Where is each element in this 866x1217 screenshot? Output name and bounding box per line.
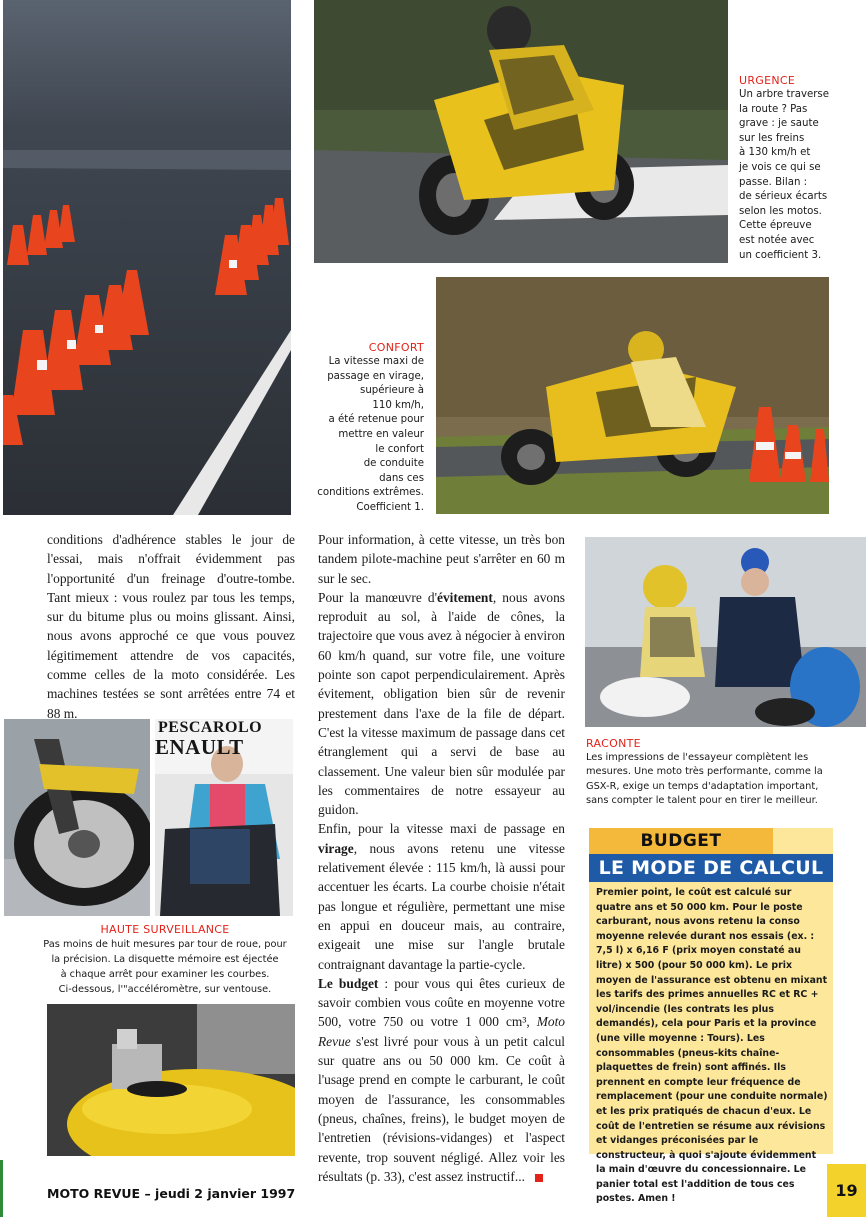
caption-line: la précision. La disquette mémoire est éjectée (51, 954, 279, 965)
caption-line: à chaque arrêt pour examiner les courbes. (60, 969, 270, 980)
keyword-virage: virage (318, 840, 354, 856)
caption-urgence (739, 73, 866, 263)
caption-line: supérieure à (360, 385, 424, 397)
caption-line: à 130 km/h et (739, 147, 811, 159)
photo-braking-motorcycle (314, 0, 728, 263)
budget-text: Premier point, le coût est calculé sur quatre ans et 50 000 km. Pour le poste carburant, nous avons retenu la conso moyenne relevée durant nos essais (ex. : 7,5 l) x 6,16 F (prix moyen constaté au litre) x 500 (pour 50 000 km). Le prix moyen de l'assurance est obtenu en mixant les tarifs des primes annuelles RC et RC + vol/incendie (les contrats les plus demandés), cela pour Paris et la province (une ville moyenne : Tours). Les consommables (pneus-kits chaîne-plaquettes de frein) sont affinés. Ils prennent en compte leur fréquence de remplacement (pour une conduite normale) et les prix pratiqués de chacun d'eux. Le coût de l'entretien se résume aux révisions et vidanges préconisées par le constructeur, à quoi s'ajoute évidemment la main d'œuvre du concessionnaire. Le panier total est l'addition de tous ces postes. Amen ! (596, 887, 828, 1205)
text-run: , nous avons retenu une vitesse relativement élevée : 115 km/h, là aussi pour accentuer les écarts. La courbe choisie n'était pas longue et régulière, permettant une mise en appui en douceur mais, au contraire, exigeait une mise sur l'angle brutale contraignant davantage la partie-cycle. (318, 840, 565, 972)
text-run: Enfin, pour la vitesse maxi de passage en (318, 821, 565, 837)
caption-line: de sérieux écarts (739, 191, 828, 203)
budget-subtitle: LE MODE DE CALCUL (589, 854, 833, 882)
caption-line: conditions extrêmes. (317, 487, 424, 499)
sign-line-1: PESCAROLO (158, 719, 263, 736)
keyword-budget: Le budget (318, 975, 379, 991)
caption-confort (296, 340, 424, 516)
caption-line: 110 km/h, (372, 399, 424, 411)
caption-line: sans compter le talent pour en tirer le meilleur. (586, 795, 818, 807)
caption-line: Pas moins de huit mesures par tour de roue, pour (43, 939, 287, 950)
caption-line: GSX-R, exige un temps d'adaptation important, (586, 780, 819, 792)
keyword-evitement: évitement (437, 589, 493, 605)
caption-line: de conduite (363, 458, 424, 470)
caption-line: est notée avec (739, 234, 815, 246)
article-paragraph (318, 819, 565, 973)
budget-label: BUDGET (589, 828, 773, 854)
text-run: s'est livré pour vous à un petit calcul sur quatre ans ou 50 000 km. Ce coût à l'usage prend en compte le carburant, le coût moyen de l'assurance, les consommables (pneus, chaînes, freins), le budget moyen de l'entretien (révisions-vidanges) et l'aspect revente, trop souvent négligé. Allez voir les résultats (p. 33), c'est assez instructif... (318, 1033, 565, 1184)
sign-text (155, 719, 293, 758)
article-column-1 (47, 530, 295, 723)
article-paragraph (318, 588, 565, 820)
caption-haute-title: HAUTE SURVEILLANCE (100, 923, 230, 936)
photo-front-wheel-sensor (4, 719, 150, 916)
caption-line: a été retenue pour (328, 414, 424, 426)
caption-line: passe. Bilan : (739, 176, 808, 188)
caption-line: Cette épreuve (739, 220, 812, 232)
article-column-2 (318, 530, 565, 1186)
caption-line: je vois ce qui se (739, 161, 821, 173)
text-run: : pour vous qui êtes curieux de savoir combien vous coûte en moyenne votre 500, votre 750 ou votre 1 000 cm³, (318, 975, 565, 1030)
photo-rider-interview (585, 537, 866, 727)
caption-line: sur les freins (739, 132, 805, 144)
photo-accelerometer-tank (47, 1004, 295, 1156)
caption-confort-title: CONFORT (368, 341, 424, 354)
text-run: , nous avons reproduit au sol, à l'aide de cônes, la trajectoire que vous avez à négocier à environ 60 km/h quand, sur votre file, une voiture pointe son capot perpendiculairement. Après évitement, obligation bien sûr de revenir prestement dans l'axe de la file de départ. C'est la vitesse maximum de passage dans cet étranglement qui a servi de base au classement. Une valeur bien sûr modulée par les commentaires de notre essayeur au guidon. (318, 589, 565, 818)
caption-haute-surveillance (20, 922, 310, 997)
caption-line: Coefficient 1. (356, 501, 424, 513)
caption-line: selon les motos. (739, 205, 822, 217)
caption-line: un coefficient 3. (739, 249, 822, 261)
caption-line: la route ? Pas (739, 103, 808, 115)
magazine-name: Moto Revue (318, 1014, 565, 1049)
sign-line-2: ENAULT (155, 735, 244, 759)
caption-urgence-title: URGENCE (739, 74, 796, 87)
article-paragraph (318, 974, 565, 1186)
article-paragraph: conditions d'adhérence stables le jour de l'essai, mais n'offrait évidemment pas l'opportunité d'un freinage d'outre-tombe. Tant mieux : vous roulez par tous les temps, sur du bitume plus ou moins glissant. Ainsi, nous avons approché ce que vous pouvez légitimement attendre de vos capacités, comme celles de la moto considérée. Les machines testées se sont arrêtées entre 74 et 88 m. (47, 532, 295, 721)
left-rule (0, 1160, 3, 1217)
photo-cornering-motorcycle (436, 277, 829, 514)
article-paragraph: Pour information, à cette vitesse, un très bon tandem pilote-machine peut s'arrêter en 60 m sur le sec. (318, 532, 565, 586)
caption-line: Un arbre traverse (739, 89, 830, 100)
caption-line: La vitesse maxi de (328, 356, 424, 367)
end-mark (535, 1174, 543, 1182)
caption-line: Ci-dessous, l'"accéléromètre, sur ventouse. (58, 984, 272, 995)
caption-line: dans ces (379, 472, 424, 484)
caption-raconte (586, 736, 866, 809)
caption-line: grave : je saute (739, 118, 819, 130)
caption-raconte-title: RACONTE (586, 737, 641, 750)
photo-tester-data-logger (155, 719, 293, 916)
caption-line: le confort (375, 443, 424, 455)
page-number: 19 (827, 1164, 866, 1217)
caption-line: mettre en valeur (338, 428, 424, 440)
caption-line: Les impressions de l'essayeur complètent les (586, 752, 809, 763)
caption-line: mesures. Une moto très performante, comme la (586, 766, 823, 778)
footer-magazine: MOTO REVUE – jeudi 2 janvier 1997 (47, 1186, 296, 1201)
photo-cones-track (3, 0, 291, 515)
text-run: Pour la manœuvre d' (318, 589, 438, 605)
caption-line: passage en virage, (327, 370, 424, 382)
